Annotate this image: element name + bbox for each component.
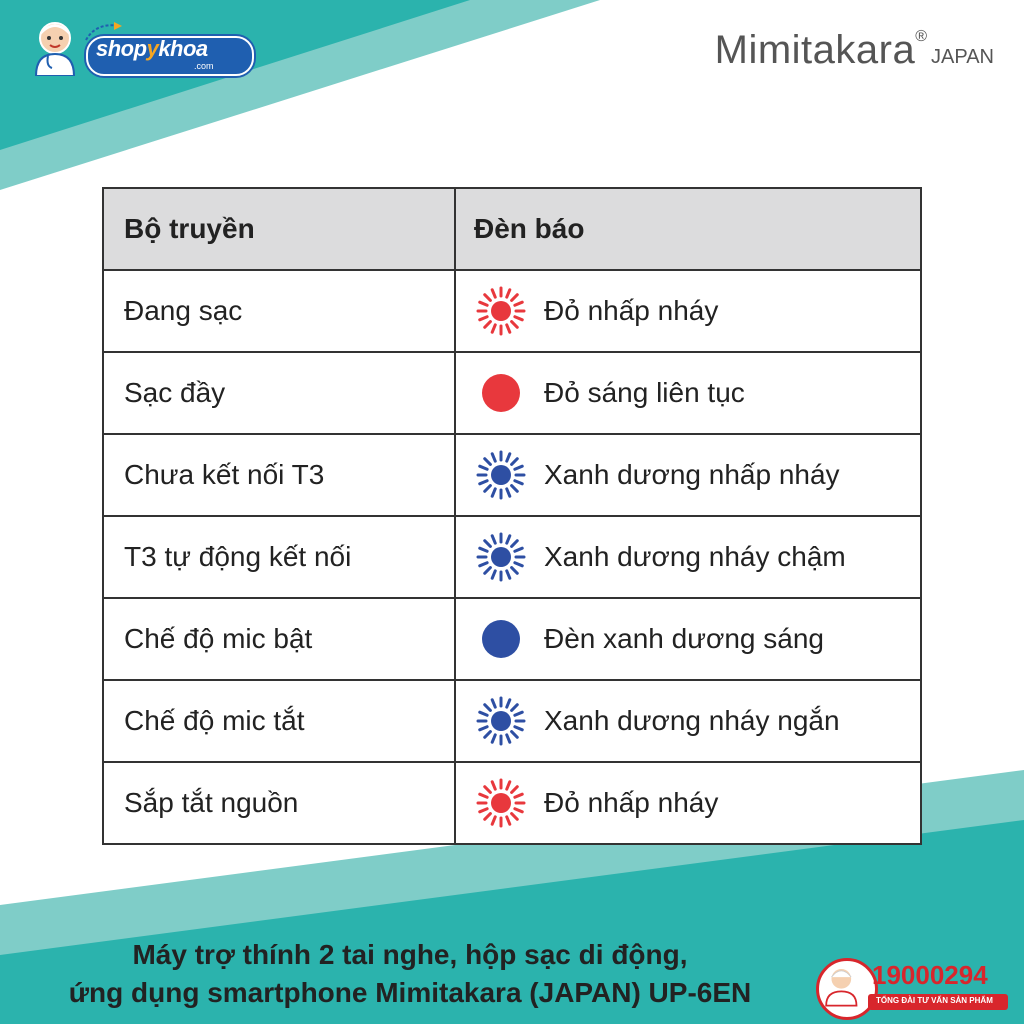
- blue-blinking-light-icon: [474, 448, 528, 502]
- support-avatar-icon: [816, 958, 878, 1020]
- table-header-row: [103, 188, 921, 270]
- indicator-cell: [455, 270, 921, 352]
- indicator-label: Đỏ nhấp nháy: [544, 787, 719, 818]
- mode-cell: T3 tự động kết nối: [103, 516, 455, 598]
- indicator-label: Xanh dương nháy ngắn: [544, 705, 840, 736]
- mode-cell: Chế độ mic bật: [103, 598, 455, 680]
- doctor-mascot-icon: [28, 18, 82, 76]
- table-row: [103, 680, 921, 762]
- red-solid-light-icon: [474, 366, 528, 420]
- brand-registered-mark: ®: [915, 28, 928, 45]
- header-indicator: Đèn báo: [455, 188, 921, 270]
- hotline-number: 19000294: [872, 960, 988, 990]
- hotline-badge[interactable]: [816, 958, 1012, 1018]
- caption-line-2: ứng dụng smartphone Mimitakara (JAPAN) UP-6EN: [68, 977, 752, 1008]
- indicator-label: Xanh dương nháy chậm: [544, 541, 846, 572]
- brand-name: Mimitakara: [714, 28, 916, 72]
- indicator-cell: [455, 516, 921, 598]
- mode-cell: Chưa kết nối T3: [103, 434, 455, 516]
- caption-line-1: Máy trợ thính 2 tai nghe, hộp sạc di động,: [132, 939, 688, 970]
- product-caption: [0, 936, 820, 1012]
- indicator-cell: [455, 762, 921, 844]
- mode-cell: Sắp tắt nguồn: [103, 762, 455, 844]
- indicator-table: [102, 187, 922, 845]
- table-row: [103, 270, 921, 352]
- logo-wordmark: shopykhoa: [96, 36, 208, 61]
- table-row: [103, 762, 921, 844]
- indicator-cell: [455, 352, 921, 434]
- indicator-cell: [455, 680, 921, 762]
- blue-blinking-light-icon: [474, 694, 528, 748]
- indicator-cell: [455, 598, 921, 680]
- logo-domain: .com: [194, 61, 214, 71]
- indicator-label: Xanh dương nhấp nháy: [544, 459, 840, 490]
- red-blinking-light-icon: [474, 284, 528, 338]
- blue-blinking-light-icon: [474, 530, 528, 584]
- blue-solid-light-icon: [474, 612, 528, 666]
- mode-cell: Chế độ mic tắt: [103, 680, 455, 762]
- header-mode: Bộ truyền: [103, 188, 455, 270]
- table-row: [103, 598, 921, 680]
- table-row: [103, 516, 921, 598]
- red-blinking-light-icon: [474, 776, 528, 830]
- mode-cell: Sạc đầy: [103, 352, 455, 434]
- table-row: [103, 434, 921, 516]
- indicator-label: Đỏ nhấp nháy: [544, 295, 719, 326]
- indicator-label: Đèn xanh dương sáng: [544, 623, 824, 654]
- indicator-label: Đỏ sáng liên tục: [544, 377, 745, 408]
- table-row: [103, 352, 921, 434]
- indicator-cell: [455, 434, 921, 516]
- brand-mimitakara: [715, 28, 994, 73]
- mode-cell: Đang sạc: [103, 270, 455, 352]
- brand-country: JAPAN: [931, 46, 994, 68]
- shopykhoa-logo[interactable]: [24, 14, 254, 80]
- hotline-subtitle: TỔNG ĐÀI TƯ VẤN SẢN PHẨM: [876, 996, 993, 1005]
